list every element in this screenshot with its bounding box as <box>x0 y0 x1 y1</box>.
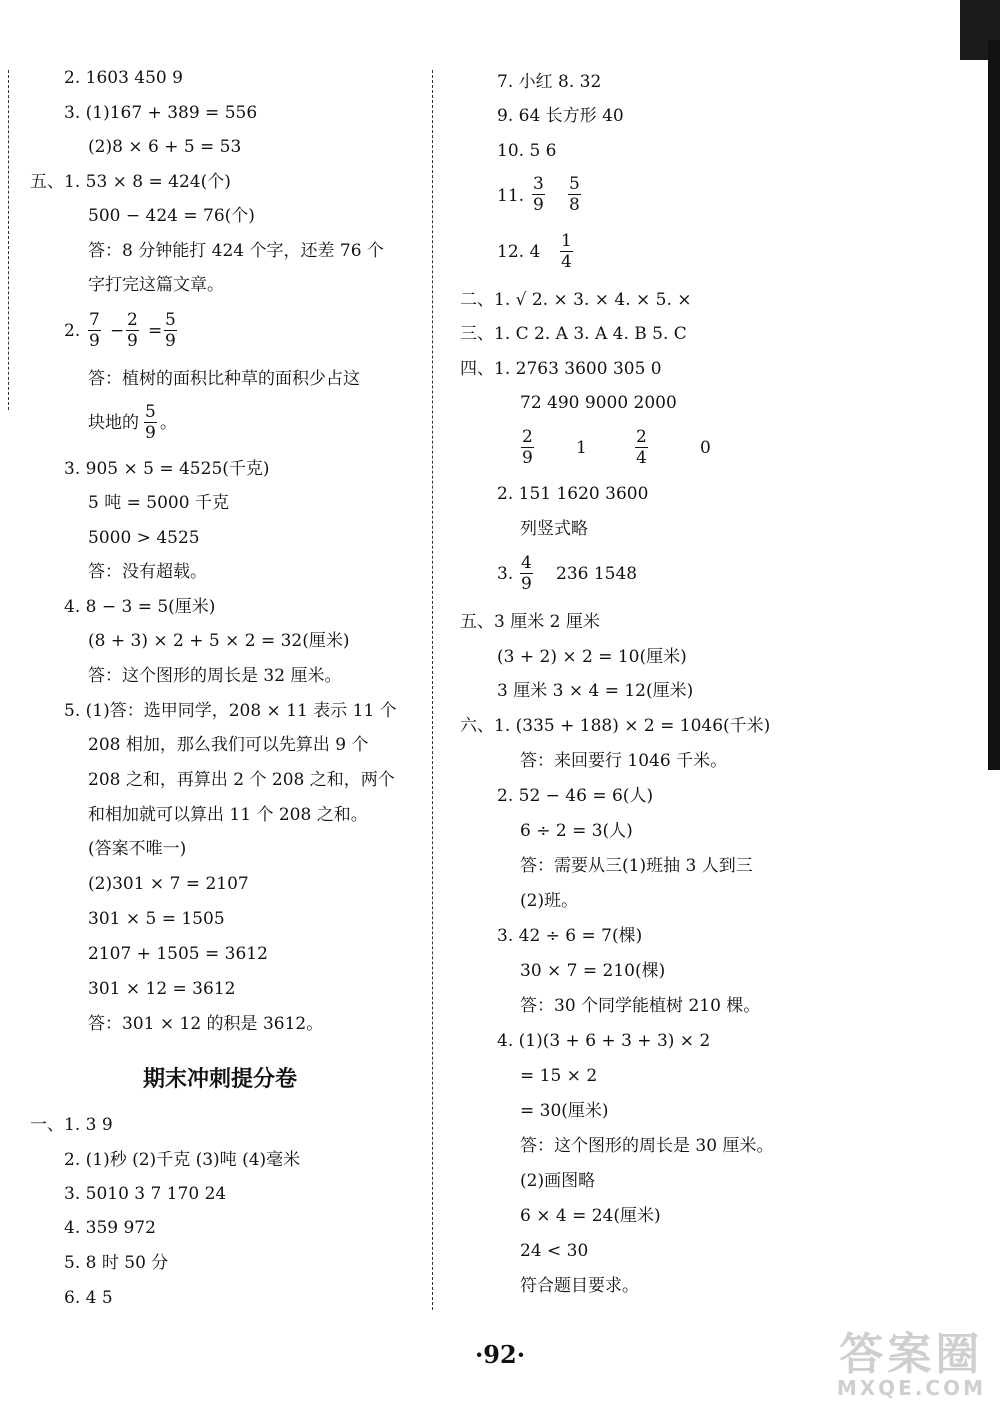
answer-line: 符合题目要求。 <box>520 1276 639 1296</box>
answer-line: 5. 8 时 50 分 <box>64 1253 169 1273</box>
answer-line: 6 × 4 = 24(厘米) <box>520 1206 661 1226</box>
fraction <box>88 310 101 351</box>
denominator: 9 <box>89 331 100 351</box>
answer-value: 236 1548 <box>556 564 638 584</box>
answer-line: (2)8 × 6 + 5 = 53 <box>88 137 242 157</box>
denominator: 9 <box>533 195 544 215</box>
answer-line: 2. 52 − 46 = 6(人) <box>497 786 654 806</box>
answer-value: 1 <box>576 438 587 458</box>
answer-line: 答：301 × 12 的积是 3612。 <box>88 1014 324 1034</box>
item-number: 3. <box>497 564 514 584</box>
answer-line: (3 + 2) × 2 = 10(厘米) <box>497 647 687 667</box>
numerator: 5 <box>145 402 156 422</box>
answer-line: 四、1. 2763 3600 305 0 <box>460 359 662 379</box>
answer-text: 。 <box>160 413 177 433</box>
numerator: 2 <box>636 427 647 447</box>
answer-line: 答：需要从三(1)班抽 3 人到三 <box>520 856 753 876</box>
numerator: 2 <box>127 310 138 330</box>
answer-line: 5000 > 4525 <box>88 528 200 548</box>
operator: = <box>148 321 163 341</box>
answer-line: 五、1. 53 × 8 = 424(个) <box>30 172 231 192</box>
section-title: 期末冲刺提分卷 <box>142 1067 297 1092</box>
answer-line: 30 × 7 = 210(棵) <box>520 961 666 981</box>
answer-line: 列竖式略 <box>520 519 588 539</box>
answer-line: 4. 359 972 <box>64 1218 156 1238</box>
item-number: 11. <box>497 186 525 206</box>
answer-line: 答：这个图形的周长是 32 厘米。 <box>88 666 342 686</box>
answer-line: 答：30 个同学能植树 210 棵。 <box>520 996 761 1016</box>
watermark-text: 答案圈 <box>839 1329 984 1380</box>
answer-line: = 30(厘米) <box>520 1101 609 1121</box>
watermark-logo <box>837 1318 986 1400</box>
numerator: 4 <box>521 553 532 573</box>
numerator: 2 <box>522 427 533 447</box>
answer-line: (答案不唯一) <box>88 839 187 859</box>
answer-line: 答：这个图形的周长是 30 厘米。 <box>520 1136 774 1156</box>
answer-line: 3. (1)167 + 389 = 556 <box>64 103 258 123</box>
answer-line: 6. 4 5 <box>64 1288 113 1308</box>
answer-line: 5 吨 = 5000 千克 <box>88 493 229 513</box>
item-number: 12. 4 <box>497 242 541 262</box>
denominator: 8 <box>569 195 580 215</box>
answer-line: (2)画图略 <box>520 1171 596 1191</box>
watermark-url: MXQE.COM <box>836 1376 986 1400</box>
numerator: 7 <box>89 310 100 330</box>
answer-line: 5. (1)答：选甲同学，208 × 11 表示 11 个 <box>64 701 397 721</box>
answer-line: 一、1. 3 9 <box>30 1115 113 1135</box>
denominator: 4 <box>561 252 572 272</box>
denominator: 9 <box>165 331 176 351</box>
answer-line: 3. 42 ÷ 6 = 7(棵) <box>497 926 643 946</box>
answer-line: 答：8 分钟能打 424 个字，还差 76 个 <box>88 241 384 261</box>
answer-line: 7. 小红 8. 32 <box>497 72 602 92</box>
answer-line: 208 相加，那么我们可以先算出 9 个 <box>88 735 369 755</box>
numerator: 3 <box>533 174 544 194</box>
scan-edge-shadow <box>988 40 1000 770</box>
answer-line: 3 厘米 3 × 4 = 12(厘米) <box>497 681 694 701</box>
answer-line: 五、3 厘米 2 厘米 <box>460 612 600 632</box>
answer-line: 六、1. (335 + 188) × 2 = 1046(千米) <box>460 716 771 736</box>
answer-line: 6 ÷ 2 = 3(人) <box>520 821 633 841</box>
answer-text: 块地的 <box>88 413 139 433</box>
answer-value: 0 <box>700 438 711 458</box>
answer-line: 4. (1)(3 + 6 + 3 + 3) × 2 <box>497 1031 711 1051</box>
answer-line: 3. 5010 3 7 170 24 <box>64 1184 227 1204</box>
column-divider <box>432 70 433 1310</box>
answer-line: 三、1. C 2. A 3. A 4. B 5. C <box>460 324 687 344</box>
fraction <box>521 427 534 468</box>
answer-line: 2. (1)秒 (2)千克 (3)吨 (4)毫米 <box>64 1150 301 1170</box>
fraction <box>164 310 177 351</box>
denominator: 9 <box>521 574 532 594</box>
fraction <box>126 310 139 351</box>
answer-line: 和相加就可以算出 11 个 208 之和。 <box>88 805 368 825</box>
answer-line: 答：来回要行 1046 千米。 <box>520 751 728 771</box>
answer-line: (2)301 × 7 = 2107 <box>88 874 249 894</box>
numerator: 1 <box>561 231 572 251</box>
denominator: 9 <box>522 448 533 468</box>
fraction <box>560 231 573 272</box>
answer-line: 2107 + 1505 = 3612 <box>88 944 268 964</box>
answer-line: 答：植树的面积比种草的面积少占这 <box>88 369 360 389</box>
denominator: 9 <box>145 423 156 443</box>
answer-line: 500 − 424 = 76(个) <box>88 206 255 226</box>
operator: − <box>110 321 125 341</box>
fraction <box>568 174 581 215</box>
item-number: 2. <box>64 321 81 341</box>
denominator: 9 <box>127 331 138 351</box>
answer-line: 二、1. √ 2. × 3. × 4. × 5. × <box>460 290 692 310</box>
answer-line: 字打完这篇文章。 <box>88 275 224 295</box>
answer-line: 301 × 12 = 3612 <box>88 979 236 999</box>
fraction <box>532 174 545 215</box>
answer-line: (8 + 3) × 2 + 5 × 2 = 32(厘米) <box>88 631 350 651</box>
answer-line: 2. 1603 450 9 <box>64 68 183 88</box>
answer-line: 答：没有超载。 <box>88 562 207 582</box>
fraction <box>520 553 533 594</box>
answer-line: 10. 5 6 <box>497 141 557 161</box>
answer-line: = 15 × 2 <box>520 1066 598 1086</box>
answer-line: (2)班。 <box>520 891 579 911</box>
numerator: 5 <box>165 310 176 330</box>
answer-line: 24 < 30 <box>520 1241 589 1261</box>
fraction <box>635 427 648 468</box>
numerator: 5 <box>569 174 580 194</box>
answer-line: 208 之和，再算出 2 个 208 之和，两个 <box>88 770 395 790</box>
answer-line: 2. 151 1620 3600 <box>497 484 649 504</box>
answer-line: 72 490 9000 2000 <box>520 393 677 413</box>
answer-line: 301 × 5 = 1505 <box>88 909 225 929</box>
answer-line: 3. 905 × 5 = 4525(千克) <box>64 459 270 479</box>
page-number: ·92· <box>474 1340 526 1369</box>
denominator: 4 <box>636 448 647 468</box>
left-margin-dashed-line <box>8 70 9 410</box>
fraction <box>144 402 157 443</box>
answer-line: 9. 64 长方形 40 <box>497 106 624 126</box>
answer-line: 4. 8 − 3 = 5(厘米) <box>64 597 216 617</box>
